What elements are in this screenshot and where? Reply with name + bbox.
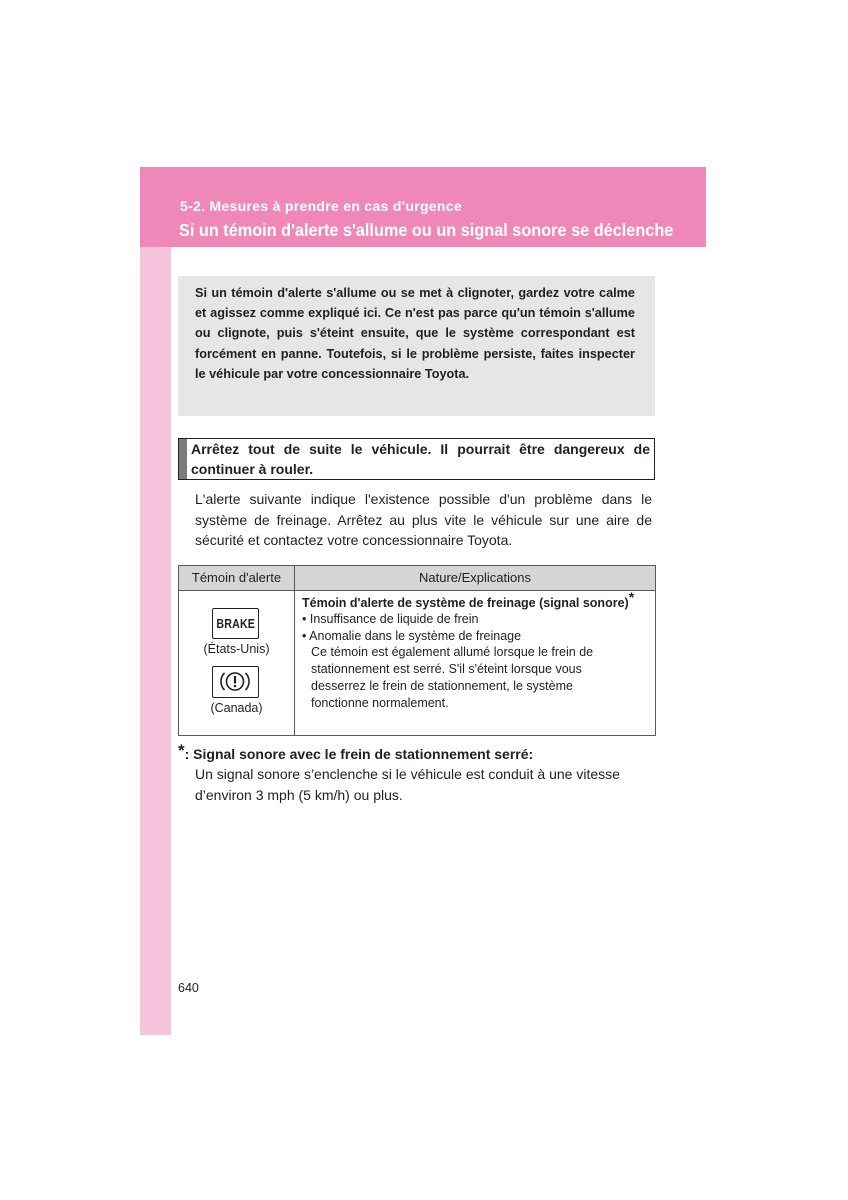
note-line: desserrez le frein de stationnement, le système	[311, 679, 573, 693]
page-title: Si un témoin d'alerte s'allume ou un signal sonore se déclenche	[179, 220, 674, 240]
explanation-cell	[302, 588, 647, 712]
intro-text: Si un témoin d'alerte s'allume ou se met à clignoter, gardez votre calme et agissez comme expliqué ici. Ce n'est pas parce qu'un témoin s'allume ou clignote, puis s'éteint ensuite, que le système correspondant est forcément en panne. Toutefois, si le problème persiste, faites inspecter le véhicule par votre concessionnaire Toyota.	[195, 286, 635, 381]
explanation-title-text: Témoin d'alerte de système de freinage (signal sonore)	[302, 596, 629, 610]
intro-box	[178, 276, 655, 416]
footnote-star: *	[178, 741, 185, 760]
brake-icon-label: BRAKE	[216, 616, 255, 631]
usa-caption: (États-Unis)	[203, 642, 270, 656]
footnote-heading-text: : Signal sonore avec le frein de stationnement serré:	[184, 746, 534, 762]
note-line: stationnement est serré. S'il s'éteint lorsque vous	[311, 662, 582, 676]
warning-light-table	[178, 565, 656, 736]
column-header-light: Témoin d'alerte	[191, 570, 282, 585]
bullet-item: • Anomalie dans le système de freinage	[302, 628, 522, 643]
side-strip	[140, 246, 171, 1035]
light-cell	[179, 591, 294, 735]
warning-bar	[179, 439, 187, 479]
column-divider	[294, 566, 295, 735]
chapter-header	[140, 167, 706, 247]
section-label: 5-2. Mesures à prendre en cas d'urgence	[180, 198, 462, 214]
page-number: 640	[178, 981, 199, 995]
note-line: Ce témoin est également allumé lorsque le frein de	[311, 645, 594, 659]
footnote-marker: *	[628, 588, 635, 605]
body-text: L'alerte suivante indique l'existence possible d'un problème dans le système de freinage. Arrêtez au plus vite le véhicule sur une aire de sécurité et contactez votre concessionnaire Toyota.	[195, 491, 652, 548]
footnote	[178, 741, 658, 806]
note-line: fonctionne normalement.	[311, 696, 449, 710]
footnote-heading	[178, 741, 658, 764]
column-header-explanation: Nature/Explications	[419, 570, 531, 585]
footnote-text: Un signal sonore s’enclenche si le véhicule est conduit à une vitesse d’environ 3 mph (5 km/h) ou plus.	[195, 766, 620, 803]
table-header-row	[179, 566, 655, 591]
brake-text-icon	[212, 608, 259, 639]
warning-text: Arrêtez tout de suite le véhicule. Il pourrait être dangereux de continuer à rouler.	[191, 441, 650, 477]
warning-box	[178, 438, 655, 480]
explanation-title	[302, 588, 647, 611]
bullet-item: • Insuffisance de liquide de frein	[302, 612, 479, 626]
brake-warning-circle-icon	[212, 666, 259, 698]
canada-caption: (Canada)	[210, 701, 263, 715]
